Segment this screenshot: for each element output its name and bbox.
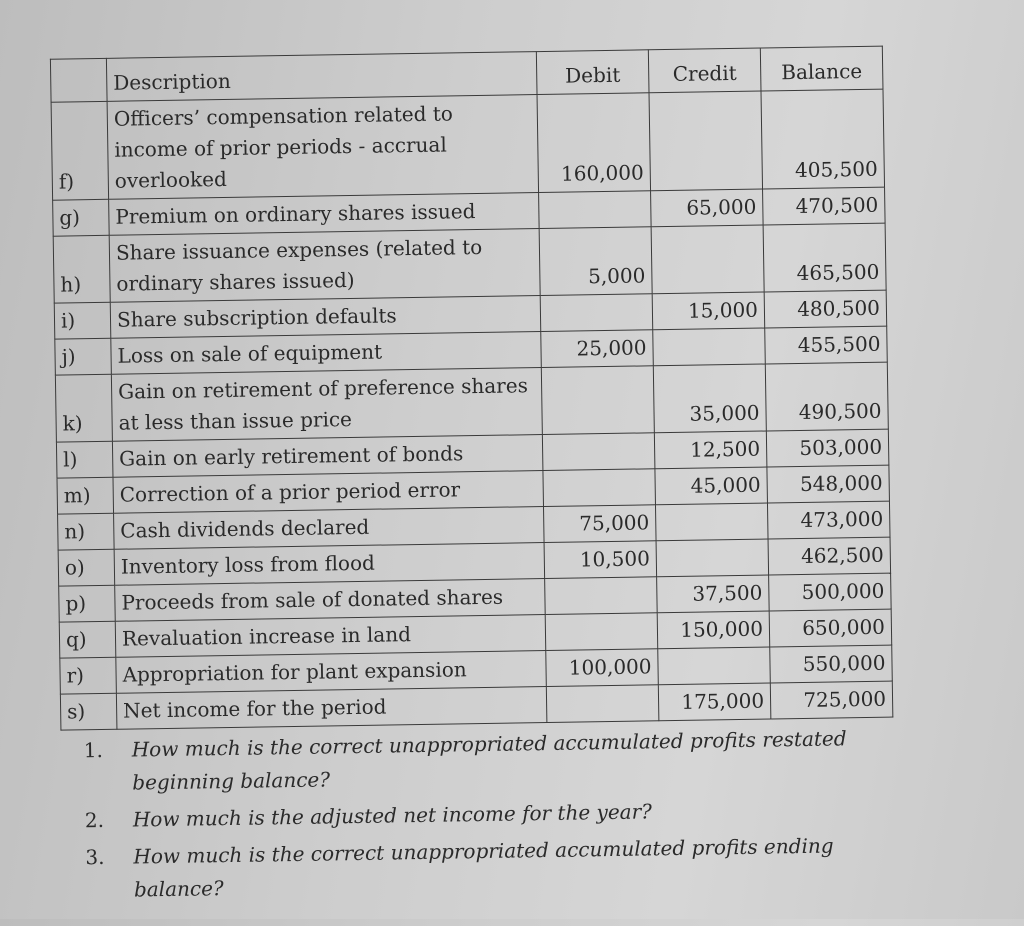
row-description: Officers’ compensation related to income of prior periods - accrual overlooked [107,95,538,200]
row-letter: q) [59,621,116,658]
row-description: Revaluation increase in land [115,615,546,658]
question-number: 2. [84,807,105,833]
row-debit [543,469,656,507]
row-letter: n) [58,513,115,550]
row-debit: 100,000 [546,649,659,687]
row-balance: 473,000 [767,501,890,539]
row-description: Gain on retirement of preference shares at less than issue price [111,368,542,442]
row-debit [539,191,652,229]
row-letter: s) [60,693,117,730]
question-text: How much is the correct unappropriated accumulated profits restated beginning balance? [131,726,847,795]
row-credit: 150,000 [657,611,770,649]
question-text: How much is the correct unappropriated accumulated profits ending balance? [133,833,834,902]
header-balance: Balance [760,46,883,91]
row-description: Premium on ordinary shares issued [109,193,540,236]
row-balance: 725,000 [770,681,893,719]
row-debit: 160,000 [537,93,651,193]
question-item [84,721,925,800]
row-credit [653,328,766,366]
questions-list [84,721,927,911]
row-credit [658,647,771,685]
row-letter: k) [55,374,112,442]
row-debit: 25,000 [541,330,654,368]
row-debit: 10,500 [544,541,657,579]
row-letter: j) [55,338,112,375]
question-number: 3. [85,844,105,870]
row-letter: r) [60,657,117,694]
row-letter: p) [59,585,116,622]
row-description: Loss on sale of equipment [111,332,542,375]
row-credit: 45,000 [655,467,768,505]
row-credit [651,225,764,294]
row-debit [541,366,654,435]
row-description: Gain on early retirement of bonds [112,435,543,478]
question-item [85,828,926,907]
table-row [51,89,884,200]
row-credit: 35,000 [653,364,766,433]
header-credit: Credit [648,48,761,93]
row-debit: 75,000 [543,505,656,543]
ledger-body [51,89,893,730]
row-description: Cash dividends declared [114,507,545,550]
row-letter: i) [54,302,111,339]
row-letter: l) [56,441,113,478]
row-description: Share subscription defaults [110,296,541,339]
row-letter: g) [53,199,110,236]
row-balance: 462,500 [768,537,891,575]
row-description: Net income for the period [116,686,547,729]
row-balance: 500,000 [769,573,892,611]
row-letter: f) [51,101,109,200]
row-balance: 465,500 [763,223,886,292]
row-balance: 480,500 [764,290,887,328]
row-description: Inventory loss from flood [114,543,545,586]
header-debit: Debit [536,50,649,95]
row-balance: 405,500 [761,89,885,189]
row-balance: 550,000 [770,645,893,683]
row-description: Appropriation for plant expansion [116,651,547,694]
header-description: Description [106,52,537,102]
row-debit: 5,000 [539,227,652,296]
row-debit [542,433,655,471]
row-letter: o) [58,549,115,586]
row-debit [545,613,658,651]
row-debit [540,294,653,332]
row-credit: 175,000 [658,683,771,721]
row-credit [649,91,763,191]
header-letter [50,58,107,102]
row-credit: 15,000 [652,292,765,330]
row-balance: 650,000 [769,609,892,647]
row-balance: 455,500 [765,326,888,364]
row-credit: 37,500 [657,575,770,613]
row-credit: 12,500 [654,431,767,469]
row-debit [545,577,658,615]
row-credit [656,539,769,577]
row-description: Proceeds from sale of donated shares [115,579,546,622]
ledger-table [50,46,893,731]
row-debit [546,685,659,723]
question-number: 1. [83,737,104,763]
row-credit: 65,000 [651,189,764,227]
row-credit [655,503,768,541]
question-text: How much is the adjusted net income for the year? [132,799,653,832]
row-description: Share issuance expenses (related to ordinary shares issued) [109,229,540,303]
row-letter: m) [57,477,114,514]
row-description: Correction of a prior period error [113,471,544,514]
row-balance: 548,000 [767,465,890,503]
row-balance: 503,000 [766,429,889,467]
row-balance: 470,500 [763,187,886,225]
row-letter: h) [53,235,110,303]
row-balance: 490,500 [765,362,888,431]
